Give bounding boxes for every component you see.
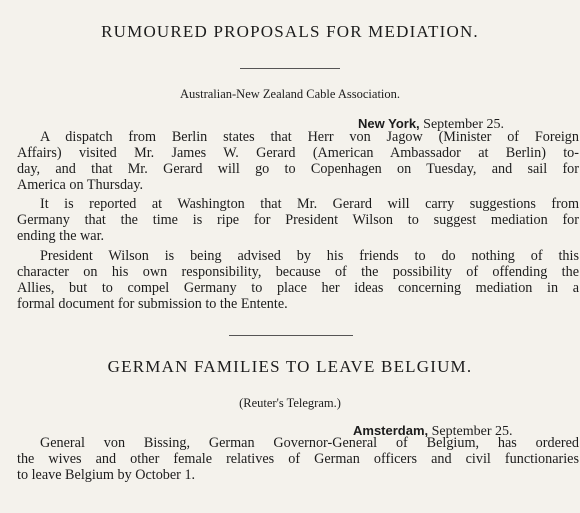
article-2-credit: (Reuter's Telegram.) bbox=[239, 396, 341, 410]
article-1-line: Germany that the time is ripe for President Wilson to suggest mediation for bbox=[17, 212, 579, 228]
article-1-line: Allies, but to compel Germany to place her ideas concerning mediation in a bbox=[17, 280, 579, 296]
article-1-rule bbox=[240, 68, 340, 69]
article-1-headline: RUMOURED PROPOSALS FOR MEDIATION. bbox=[101, 22, 479, 41]
article-1-line: America on Thursday. bbox=[17, 177, 144, 193]
article-1-line: ending the war. bbox=[17, 228, 105, 244]
article-2-dateline-place: Amsterdam, bbox=[353, 423, 429, 438]
article-2-line: the wives and other female relatives of German officers and civil functionaries bbox=[17, 451, 579, 467]
article-1-line: character on his own responsibility, because of the possibility of offending the bbox=[17, 264, 579, 280]
article-1-line: formal document for submission to the Entente. bbox=[17, 296, 288, 312]
article-1-dateline-place: New York, bbox=[358, 116, 420, 131]
article-1-line: Affairs) visited Mr. James W. Gerard (American Ambassador at Berlin) to- bbox=[17, 145, 579, 161]
article-1-line: A dispatch from Berlin states that Herr von Jagow (Minister of Foreign bbox=[40, 129, 579, 145]
article-1-line: day, and that Mr. Gerard will go to Copenhagen on Tuesday, and sail for bbox=[17, 161, 579, 177]
article-2-line: General von Bissing, German Governor-General of Belgium, has ordered bbox=[40, 435, 579, 451]
article-2-headline: GERMAN FAMILIES TO LEAVE BELGIUM. bbox=[107, 357, 473, 376]
article-2-dateline-date: September 25. bbox=[431, 424, 513, 439]
article-1-credit: Australian-New Zealand Cable Association. bbox=[179, 87, 401, 101]
section-divider-rule bbox=[229, 335, 353, 336]
article-1-dateline-date: September 25. bbox=[423, 117, 505, 132]
article-1-line: It is reported at Washington that Mr. Gerard will carry suggestions from bbox=[40, 196, 579, 212]
article-2-line: to leave Belgium by October 1. bbox=[17, 467, 196, 483]
article-1-line: President Wilson is being advised by his friends to do nothing of this bbox=[40, 248, 579, 264]
